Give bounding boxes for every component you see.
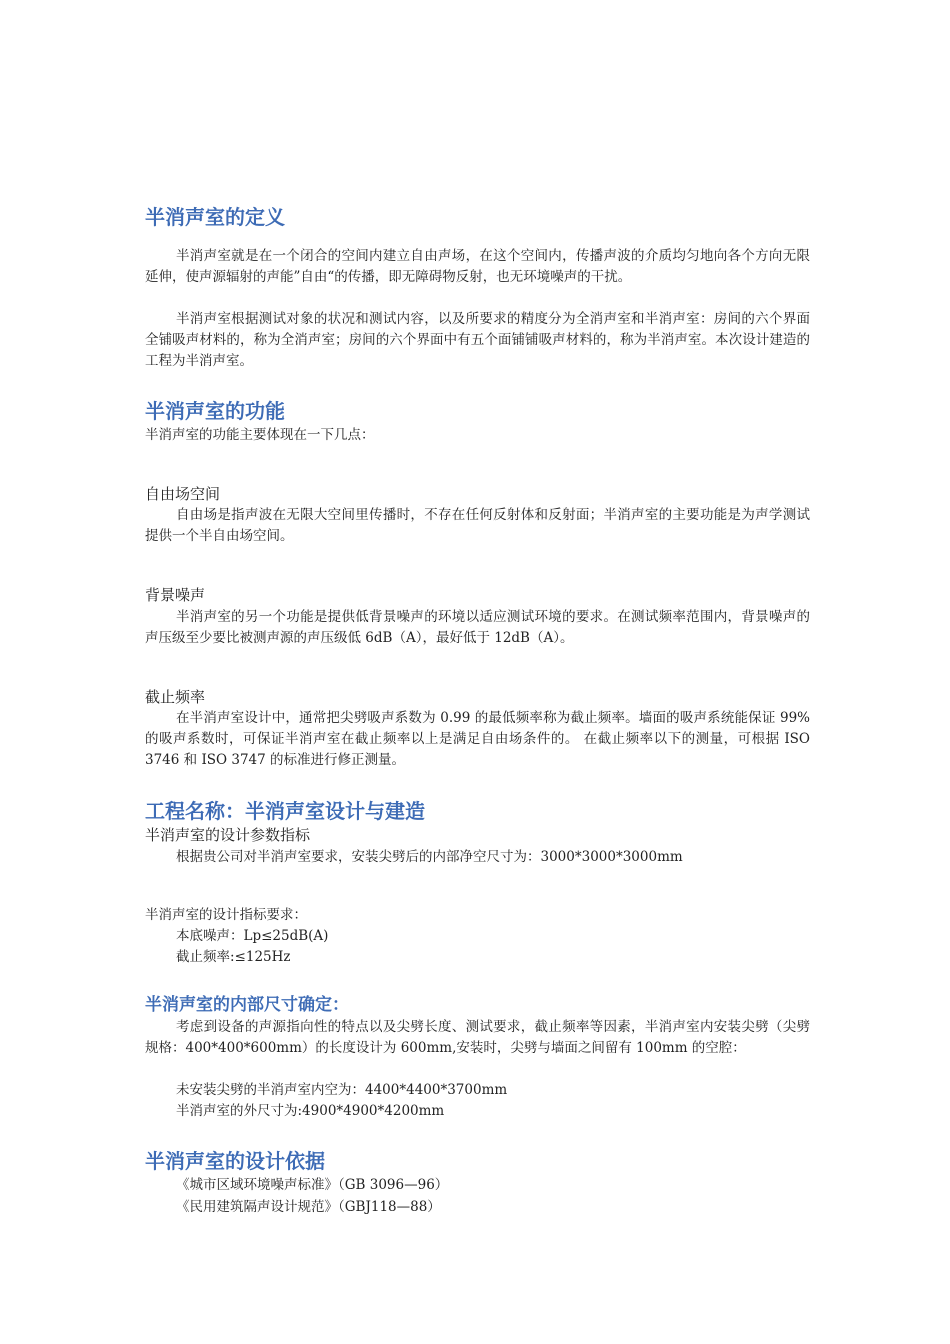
- cutoff-heading: 截止频率: [145, 688, 206, 706]
- dimensions-inner: 未安装尖劈的半消声室内空为：4400*4400*3700mm: [176, 1082, 508, 1098]
- dimensions-heading: 半消声室的内部尺寸确定：: [145, 995, 349, 1015]
- requirement-noise: 本底噪声：Lp≤25dB(A): [176, 928, 329, 944]
- function-heading: 半消声室的功能: [145, 399, 285, 423]
- definition-paragraph-1: 半消声室就是在一个闭合的空间内建立自由声场，在这个空间内，传播声波的介质均匀地向各个方向无限延伸，使声源辐射的声能”自由“的传播，即无障碍物反射，也无环境噪声的干扰。: [145, 248, 810, 285]
- basis-item: 《城市区域环境噪声标准》（GB 3096—96）: [176, 1177, 449, 1193]
- function-intro: 半消声室的功能主要体现在一下几点：: [145, 427, 375, 443]
- dimensions-outer: 半消声室的外尺寸为:4900*4900*4200mm: [176, 1103, 445, 1119]
- project-heading: 工程名称：半消声室设计与建造: [145, 799, 425, 823]
- free-field-heading: 自由场空间: [145, 485, 221, 503]
- design-parameter-text: 根据贵公司对半消声室要求，安装尖劈后的内部净空尺寸为：3000*3000*3000mm: [176, 849, 683, 865]
- dimensions-paragraph: 考虑到设备的声源指向性的特点以及尖劈长度、测试要求，截止频率等因素，半消声室内安装尖劈（尖劈规格：400*400*600mm）的长度设计为 600mm,安装时，尖劈与墙面之间留有 100mm 的空腔：: [145, 1019, 810, 1056]
- cutoff-paragraph: 在半消声室设计中，通常把尖劈吸声系数为 0.99 的最低频率称为截止频率。墙面的吸声系统能保证 99%的吸声系数时，可保证半消声室在截止频率以上是满足自由场条件的。 在截止频率以下的测量，可根据 ISO 3746 和 ISO 3747 的标准进行修正测量。: [145, 710, 810, 768]
- design-parameter-heading: 半消声室的设计参数指标: [145, 826, 311, 844]
- background-noise-heading: 背景噪声: [145, 586, 206, 604]
- definition-paragraph-2: 半消声室根据测试对象的状况和测试内容，以及所要求的精度分为全消声室和半消声室：房间的六个界面全铺吸声材料的，称为全消声室；房间的六个界面中有五个面铺铺吸声材料的，称为半消声室。本次设计建造的工程为半消声室。: [145, 311, 810, 369]
- background-noise-paragraph: 半消声室的另一个功能是提供低背景噪声的环境以适应测试环境的要求。在测试频率范围内，背景噪声的声压级至少要比被测声源的声压级低 6dB（A），最好低于 12dB（A）。: [145, 609, 810, 646]
- requirement-cutoff: 截止频率:≤125Hz: [176, 949, 291, 965]
- requirement-heading: 半消声室的设计指标要求：: [145, 907, 307, 923]
- definition-heading: 半消声室的定义: [145, 205, 285, 229]
- basis-heading: 半消声室的设计依据: [145, 1149, 325, 1173]
- free-field-paragraph: 自由场是指声波在无限大空间里传播时，不存在任何反射体和反射面；半消声室的主要功能是为声学测试提供一个半自由场空间。: [145, 507, 810, 544]
- basis-item: 《民用建筑隔声设计规范》（GBJ118—88）: [176, 1199, 441, 1215]
